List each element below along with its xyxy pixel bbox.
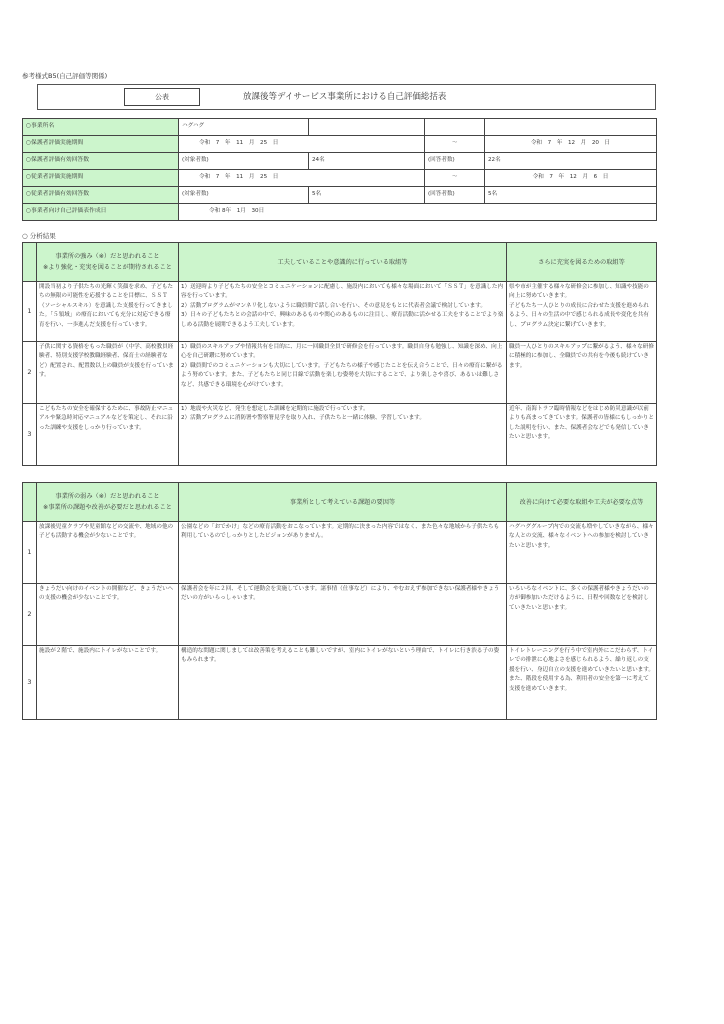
efforts-text: 1）地震や火災など、発生を想定した訓練を定期的に施設で行っています。 2）活動プログラムに消防署や警察署見学を取り入れ、子供たちと一緒に体験、学習しています。	[179, 404, 507, 466]
weaknesses-row	[23, 646, 657, 720]
guardian-period-separator: ～	[425, 136, 485, 153]
weaknesses-table	[22, 482, 657, 720]
office-name-value: ハグハグ	[179, 119, 309, 136]
strengths-header-further: さらに充実を図るための取組等	[507, 243, 657, 282]
weaknesses-row	[23, 584, 657, 646]
strengths-header-row	[23, 243, 657, 282]
guardian-respondent-value: 22名	[485, 153, 657, 170]
row-number: 2	[23, 584, 37, 646]
improvement-text: トイレトレーニングを行う中で室内外にこだわらず、トイレでの排泄に心地よさを感じられるよう、繰り返しの支援を行い、身辺自立の支援を進めていきたいと思います。また、階段を使用する為、利用者の安全を第一に考えて支援を進めていきます。	[507, 646, 657, 720]
document-title: 放課後等デイサービス事業所における自己評価総括表	[243, 92, 447, 102]
guardian-count-label: ○保護者評価有効回答数	[23, 153, 179, 170]
public-label: 公表	[124, 88, 200, 106]
info-table	[22, 118, 657, 221]
created-date-value: 令和 8年 1月 30日	[179, 204, 657, 221]
staff-respondent-label: (回答者数)	[425, 187, 485, 204]
weaknesses-row	[23, 522, 657, 584]
weakness-text: 施設が２階で、施設内にトイレがないことです。	[37, 646, 179, 720]
staff-period-start: 令和 7 年 11 月 25 日	[179, 170, 425, 187]
staff-target-label: (対象者数)	[179, 187, 309, 204]
efforts-text: 1）職員のスキルアップや情報共有を目的に、月に一回職員全員で研修会を行っています。職員自身も勉強し、知識を深め、向上心を自己研鑽に努めています。 2）職員間でのコミュニケーションも大切にしています。子どもたちの様子や感じたことを伝え合うことで、日々の療育に繋がるよう努めています。また、子どもたちと同じ目線で活動を楽しむ姿勢を大切にすることで、より楽しさや喜び、あるいは難しさなど、共感できる環境を心がけています。	[179, 342, 507, 404]
weaknesses-header-improvement: 改善に向けて必要な取組や工夫が必要な点等	[507, 483, 657, 522]
weakness-text: きょうだい向けのイベントの開催など、きょうだいへの支援の機会が少ないことです。	[37, 584, 179, 646]
staff-period-label: ○従業者評価実施期間	[23, 170, 179, 187]
guardian-target-label: (対象者数)	[179, 153, 309, 170]
created-date-label: ○事業者向け自己評価表作成日	[23, 204, 179, 221]
cause-text: 保護者会を年に２回、そして運動会を実施しています。諸事情（仕事など）により、やむおえず参加できない保護者様やきょうだいの方がいらっしゃいます。	[179, 584, 507, 646]
strengths-header-efforts: 工夫していることや意識的に行っている取組等	[179, 243, 507, 282]
staff-count-label: ○従業者評価有効回答数	[23, 187, 179, 204]
cause-text: 公園などの「おでかけ」などの療育活動をおこなっています。定期的に決まった内容ではなく、また色々な地域から子供たちも利用しているのでしっかりとしたビジョンがありません。	[179, 522, 507, 584]
guardian-period-end: 令和 7 年 12 月 20 日	[485, 136, 657, 153]
staff-period-end: 令和 7 年 12 月 6 日	[485, 170, 657, 187]
strengths-row	[23, 342, 657, 404]
strengths-table	[22, 242, 657, 466]
strengths-row	[23, 282, 657, 342]
info-row-guardian-count	[23, 153, 657, 170]
improvement-text: ハグハググループ内での交流も増やしていきながら、様々な人との交流、様々なイベントへの参加を検討していきたいと思います。	[507, 522, 657, 584]
weaknesses-header-cause: 事業所として考えている課題の要因等	[179, 483, 507, 522]
cause-text: 構造的な問題に関しましては改善策を考えることも難しいですが、室内にトイレがないという理由で、トイレに行き渋る子の姿もみられます。	[179, 646, 507, 720]
guardian-period-start: 令和 7 年 11 月 25 日	[179, 136, 425, 153]
staff-period-separator: ～	[425, 170, 485, 187]
staff-respondent-value: 5名	[485, 187, 657, 204]
strength-text: 開設当初より子供たちの光輝く笑顔を求め、子どもたちの無限の可能性を応援することを目標に、ＳＳＴ（ソーシャルスキル）を意識した支援を行ってきました。「５領域」の療育においても充分に対応できる療育を行い、一歩進んだ支援を行っています。	[37, 282, 179, 342]
row-number: 2	[23, 342, 37, 404]
weaknesses-header-weakness: 事業所の弱み（※）だと思われること ※事業所の課題や改善が必要だと思われること	[37, 483, 179, 522]
staff-target-value: 5名	[309, 187, 425, 204]
weaknesses-header-row	[23, 483, 657, 522]
guardian-period-label: ○保護者評価実施期間	[23, 136, 179, 153]
guardian-respondent-label: (回答者数)	[425, 153, 485, 170]
row-number: 3	[23, 646, 37, 720]
row-number: 1	[23, 522, 37, 584]
info-row-staff-period	[23, 170, 657, 187]
strength-text: 子供に関する資格をもった職員が（中学、高校教員経験者、特別支援学校教職経験者、保育士の経験者など）配置され、配置数以上の職員が支援を行っています。	[37, 342, 179, 404]
weakness-text: 放課後児童クラブや児童館などの交流や、地域の他の子ども活動する機会が少ないことです。	[37, 522, 179, 584]
further-text: 県や市が主催する様々な研修会に参加し、知識や技能の向上に努めていきます。 子どもたち一人ひとりの成長に合わせた支援を進められるよう、日々の生活の中で感じられる成長や変化を共有し、プログラム決定に繋げていきます。	[507, 282, 657, 342]
office-name-label: ○事業所名	[23, 119, 179, 136]
info-row-created	[23, 204, 657, 221]
info-row-staff-count	[23, 187, 657, 204]
row-number: 1	[23, 282, 37, 342]
reference-label: 参考様式B5(自己評価等関係)	[22, 72, 108, 80]
efforts-text: 1）送迎時より子どもたちの安全とコミュニケーションに配慮し、施設内においても様々な場面において「ＳＳＴ」を意識した内容を行っています。 2）活動プログラムがマンネリ化しないように職員間で話し合いを行い、その意見をもとに代表者会議で検討しています。 3）日々の子どもたちとの会話の中で、興味のあるものや関心のあるものに注目し、療育活動に活かせる工夫をすることでより楽しめる活動を展開できるよう工夫しています。	[179, 282, 507, 342]
row-number: 3	[23, 404, 37, 466]
info-row-guardian-period	[23, 136, 657, 153]
improvement-text: いろいろなイベントに、多くの保護者様やきょうだいの方が御参加いただけるように、日程や回数などを検討していきたいと思います。	[507, 584, 657, 646]
strengths-header-strength: 事業所の強み（※）だと思われること ※より強化・充実を図ることが期待されること	[37, 243, 179, 282]
info-row-office	[23, 119, 657, 136]
further-text: 近年、南海トラフ臨時情報などをはじめ防災意識が以前よりも高まってきています。保護者の皆様にもしっかりとした説明を行い、また、保護者会などでも発信していきたいと思います。	[507, 404, 657, 466]
strength-text: こどもたちの安全を確保するために、事故防止マニュアルや緊急時対応マニュアルなどを策定し、それに沿った訓練や支援をしっかり行っています。	[37, 404, 179, 466]
further-text: 職員一人ひとりのスキルアップに繋がるよう、様々な研修に積極的に参加し、全職員での共有を今後も続けていきます。	[507, 342, 657, 404]
guardian-target-value: 24名	[309, 153, 425, 170]
strengths-row	[23, 404, 657, 466]
analysis-section-label: ○ 分析結果	[22, 232, 56, 240]
